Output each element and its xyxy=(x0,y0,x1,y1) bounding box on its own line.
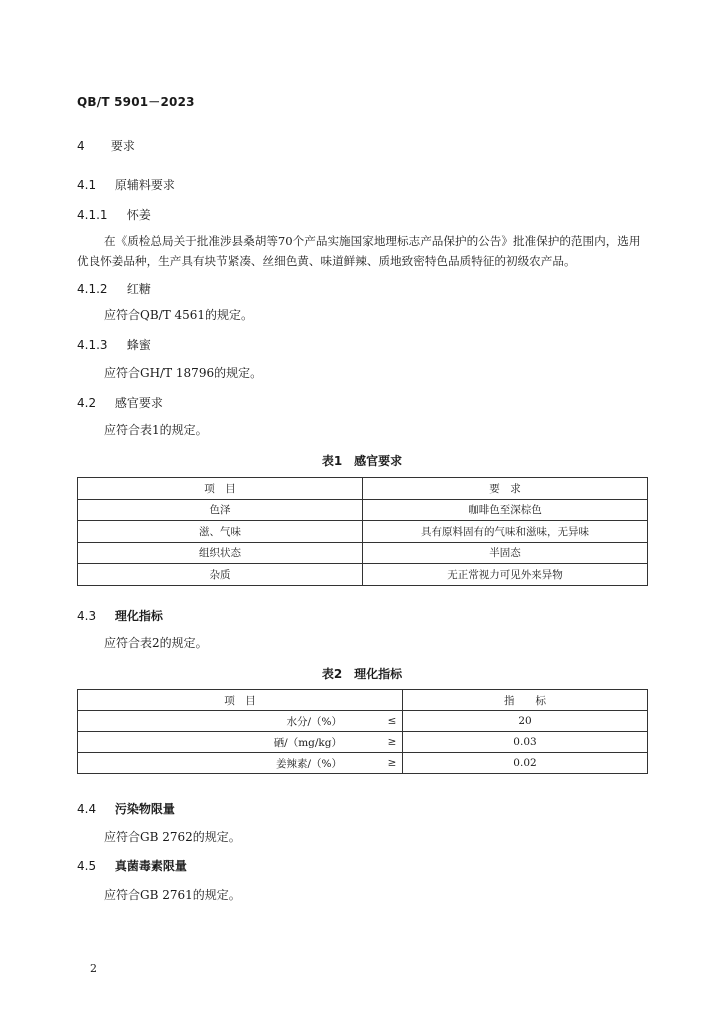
table-cell: 姜辣素/（%） xyxy=(78,753,383,774)
table-cell: 半固态 xyxy=(363,542,648,564)
section-4-5-text: 应符合GB 2761的规定。 xyxy=(104,888,241,902)
table-row xyxy=(78,732,648,753)
section-4-1-2-heading xyxy=(77,280,151,297)
table-row xyxy=(78,499,648,521)
section-title: 怀姜 xyxy=(126,208,151,222)
section-4-4-text: 应符合GB 2762的规定。 xyxy=(104,830,241,844)
table-header-row xyxy=(78,478,648,500)
table-cell: 0.02 xyxy=(403,753,648,774)
section-4-5-heading xyxy=(77,857,187,874)
section-4-4-heading xyxy=(77,800,175,817)
table-cell-operator: ≤ xyxy=(382,711,403,732)
section-number: 4.1.3 xyxy=(77,338,108,352)
table-cell-operator: ≥ xyxy=(382,753,403,774)
section-number: 4.1.2 xyxy=(77,282,108,296)
table-row xyxy=(78,542,648,564)
section-4-1-1-text: 在《质检总局关于批准涉县桑胡等70个产品实施国家地理标志产品保护的公告》批准保护的范围内，选用优良怀姜品种，生产具有块节紧凑、丝细色黄、味道鲜辣、质地致密特色品质特征的初级农产品。 xyxy=(77,234,641,268)
section-4-1-1-heading xyxy=(77,206,151,223)
table-row xyxy=(78,711,648,732)
section-title: 理化指标 xyxy=(114,609,163,623)
section-title: 真菌毒素限量 xyxy=(114,859,187,873)
table-cell: 硒/（mg/kg） xyxy=(78,732,383,753)
table-header-cell: 指 标 xyxy=(403,690,648,711)
section-4-2-heading xyxy=(77,394,163,411)
page-number: 2 xyxy=(90,962,97,975)
table-cell-operator: ≥ xyxy=(382,732,403,753)
table-row xyxy=(78,753,648,774)
table-header-cell: 项 目 xyxy=(78,690,403,711)
section-title: 红糖 xyxy=(126,282,151,296)
section-number: 4 xyxy=(77,139,85,153)
table-row xyxy=(78,521,648,543)
section-number: 4.2 xyxy=(77,396,97,410)
standard-code: QB/T 5901－2023 xyxy=(77,95,195,109)
table-row xyxy=(78,564,648,586)
table-cell: 杂质 xyxy=(78,564,363,586)
table-cell: 20 xyxy=(403,711,648,732)
section-number: 4.4 xyxy=(77,802,97,816)
section-number: 4.1 xyxy=(77,178,97,192)
section-title: 原辅料要求 xyxy=(114,178,175,192)
section-number: 4.3 xyxy=(77,609,97,623)
sensory-requirements-table xyxy=(77,477,648,586)
table-cell: 具有原料固有的气味和滋味，无异味 xyxy=(363,521,648,543)
section-number: 4.1.1 xyxy=(77,208,108,222)
section-title: 污染物限量 xyxy=(114,802,175,816)
section-number: 4.5 xyxy=(77,859,97,873)
table1-caption: 表1 感官要求 xyxy=(321,454,403,468)
section-4-1-3-text: 应符合GH/T 18796的规定。 xyxy=(104,366,263,380)
section-4-1-2-text: 应符合QB/T 4561的规定。 xyxy=(104,308,254,322)
table-cell: 无正常视力可见外来异物 xyxy=(363,564,648,586)
section-title: 蜂蜜 xyxy=(126,338,151,352)
table-cell: 色泽 xyxy=(78,499,363,521)
table-header-row xyxy=(78,690,648,711)
section-4-1-heading xyxy=(77,176,175,193)
section-4-heading xyxy=(77,137,135,154)
section-4-3-heading xyxy=(77,607,163,624)
table-header-cell: 要 求 xyxy=(363,478,648,500)
section-title: 要求 xyxy=(110,139,135,153)
table-cell: 水分/（%） xyxy=(78,711,383,732)
table-cell: 咖啡色至深棕色 xyxy=(363,499,648,521)
section-title: 感官要求 xyxy=(114,396,163,410)
table2-caption: 表2 理化指标 xyxy=(321,667,403,681)
section-4-2-text: 应符合表1的规定。 xyxy=(104,423,208,437)
table-cell: 滋、气味 xyxy=(78,521,363,543)
section-4-3-text: 应符合表2的规定。 xyxy=(104,636,208,650)
table-cell: 0.03 xyxy=(403,732,648,753)
section-4-1-3-heading xyxy=(77,336,151,353)
table-header-cell: 项 目 xyxy=(78,478,363,500)
physicochemical-indicators-table xyxy=(77,689,648,774)
table-cell: 组织状态 xyxy=(78,542,363,564)
